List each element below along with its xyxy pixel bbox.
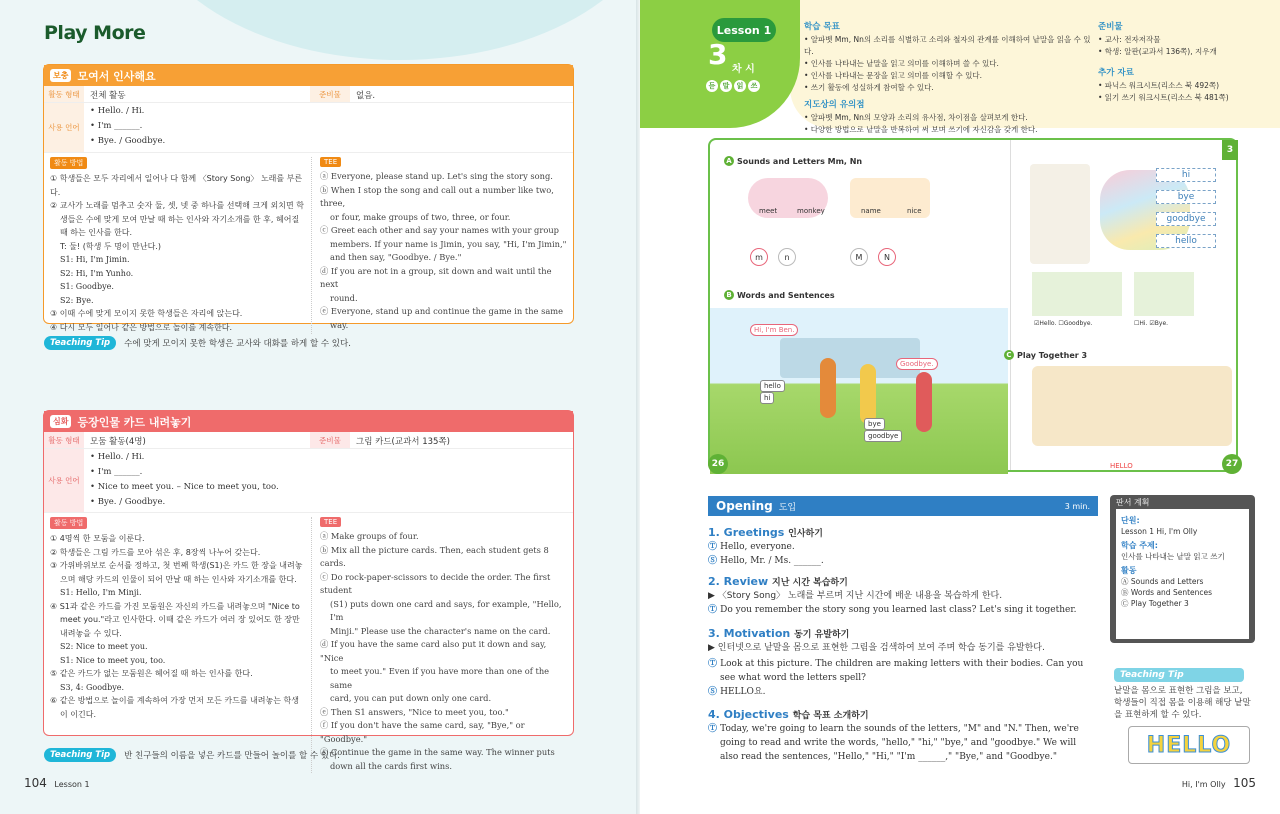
method-line: ③ 이때 수에 맞게 모이지 못한 학생들은 자리에 앉는다. [50, 309, 243, 318]
step-title: 4. Objectives [708, 708, 789, 721]
extra-item: • 읽기 쓰기 워크시트(리소스 북 481쪽) [1098, 93, 1229, 102]
word-card: hi [760, 392, 774, 404]
period-label: 차 시 [732, 64, 755, 75]
method-line: S2: Bye. [60, 295, 94, 305]
teaching-tip-text: 낱말을 몸으로 표현한 그림을 보고, 학생들이 직접 몸을 이용해 해당 낱말을 표현하게 할 수 있다. [1114, 686, 1251, 720]
section-c-marker: C [1004, 350, 1014, 360]
opening-duration: 3 min. [1064, 501, 1090, 511]
goal-item: • 인사를 나타내는 문장을 읽고 의미를 이해할 수 있다. [804, 71, 983, 80]
note-item: • 다양한 방법으로 낱말을 반복하여 써 보며 쓰기에 자신감을 갖게 한다. [804, 125, 1038, 134]
language-label: 사용 언어 [44, 449, 84, 512]
child-figure [860, 364, 876, 424]
tee-line: Minji." Please use the character's name on the card. [330, 625, 551, 636]
step-korean: 학습 목표 소개하기 [792, 711, 869, 721]
step-korean: 지난 시간 복습하기 [772, 578, 848, 588]
matching-pictures [1030, 164, 1090, 264]
skill-write-icon: 쓰 [748, 80, 760, 92]
tee-line: ⓑ Mix all the picture cards. Then, each student gets 8 cards. [320, 544, 549, 568]
child-figure [820, 358, 836, 418]
decorative-arc [140, 0, 660, 60]
board-activity: Ⓒ Play Together 3 [1121, 599, 1189, 608]
section-b-title: Words and Sentences [737, 290, 835, 300]
word-card: bye [864, 418, 885, 430]
method-line: ① 4명씩 한 모둠을 이룬다. [50, 534, 145, 543]
prep-label: 준비물 [310, 86, 350, 102]
check-options-1: ☑Hello. ☐Goodbye. [1034, 320, 1093, 327]
activity-row [44, 432, 573, 449]
check-picture-2 [1134, 272, 1194, 316]
note-item: • 알파벳 Mm, Nn의 모양과 소리의 유사점, 차이점을 살펴보게 한다. [804, 113, 1028, 122]
tee-line: way. [330, 319, 349, 330]
page-label: Lesson 1 [54, 780, 90, 789]
method-line: S1: Goodbye. [60, 282, 114, 291]
board-plan [1110, 495, 1255, 643]
step-motivation [708, 627, 849, 640]
greeting-line [708, 540, 1098, 554]
prep-item: • 교사: 전자저작물 [1098, 35, 1161, 44]
tee-line: ⓓ If you have the same card also put it down and say, "Nice [320, 639, 547, 663]
teacher-icon: Ⓣ [708, 605, 721, 615]
activity-label: 활동 형태 [44, 432, 84, 448]
tee-line: and then say, "Goodbye. / Bye." [330, 252, 462, 262]
teaching-tip-text: 반 친구들의 이름을 넣은 카드를 만들어 놀이를 할 수 있다. [124, 751, 340, 761]
tee-line: ⓒ Greet each other and say your names with your group [320, 225, 559, 235]
board-unit: Lesson 1 Hi, I'm Olly [1121, 527, 1198, 536]
check-bye: Bye. [1154, 320, 1169, 327]
page-number: 105 [1233, 776, 1256, 790]
match-word-hi: hi [1156, 168, 1216, 182]
language-item: • Bye. / Goodbye. [90, 136, 166, 146]
extra-title: 추가 자료 [1098, 68, 1134, 78]
word-card: goodbye [864, 430, 902, 442]
motivation-answer [708, 685, 1098, 699]
method-line: ④ S1과 같은 카드를 가진 모둠원은 자신의 카드를 내려놓으며 "Nice to [50, 601, 300, 611]
tee-line: ⓓ If you are not in a group, sit down and wait until the next [320, 265, 552, 289]
tee-line: or four, make groups of two, three, or four. [330, 211, 511, 222]
objectives-line [708, 722, 1098, 736]
check-goodbye: Goodbye. [1063, 320, 1093, 327]
word-card: hello [760, 380, 785, 392]
method-line: 생들은 수에 맞게 모여 만날 때 하는 인사와 자기소개를 한 후, 헤어질 [60, 214, 300, 224]
period-number: 3 [708, 38, 728, 71]
opening-bar [708, 496, 1098, 516]
line-text: Hello, Mr. / Ms. ______. [720, 556, 824, 566]
method-line: ⑥ 같은 방법으로 놀이를 계속하여 가장 먼저 모든 카드를 내려놓는 학생 [50, 696, 299, 705]
section-c-heading [1004, 350, 1087, 360]
board-game-illustration [1032, 366, 1232, 446]
prep-materials [1098, 20, 1268, 104]
method-line: S1: Nice to meet you, too. [60, 655, 166, 665]
motivation-instruction: ▶ 인터넷으로 낱말을 몸으로 표현한 그림을 검색하여 보여 주며 학습 동기를 유발한다. [708, 643, 1045, 653]
skill-read-icon: 읽 [734, 80, 746, 92]
greeting-line [708, 554, 1098, 568]
page-title: Play More [44, 22, 146, 44]
notes-title: 지도상의 유의점 [804, 100, 865, 110]
activity-label: 활동 형태 [44, 86, 84, 102]
language-list [84, 103, 171, 152]
match-word-goodbye: goodbye [1156, 212, 1216, 226]
step-review [708, 575, 848, 588]
word-nice: nice [907, 207, 922, 215]
method-line: 때 하는 인사를 한다. [60, 228, 132, 237]
board-activity: Ⓐ Sounds and Letters [1121, 577, 1204, 586]
word-meet: meet [759, 207, 778, 215]
method-line: S1: Hi, I'm Jimin. [60, 255, 130, 264]
step-korean: 동기 유발하기 [794, 630, 850, 640]
letter-circle-m: m [750, 248, 768, 266]
tee-line: ⓑ When I stop the song and call out a number like two, three, [320, 184, 554, 208]
card-header [44, 411, 573, 432]
prep-label: 준비물 [310, 432, 350, 448]
book-corner-number: 3 [1222, 140, 1238, 160]
card-badge: 심화 [50, 415, 71, 428]
card-title: 등장인물 카드 내려놓기 [77, 415, 192, 429]
skill-icons [706, 80, 760, 92]
line-text: Do you remember the story song you learned last class? Let's sing it together. [720, 605, 1077, 615]
card-header [44, 65, 573, 86]
tee-line: ⓖ Continue the game in the same way. The winner puts [320, 747, 555, 757]
board-unit-label: 단원: [1121, 516, 1140, 525]
method-line: 내려놓을 수 있다. [60, 628, 122, 638]
language-item: • I'm ______. [90, 121, 143, 131]
board-activity: Ⓑ Words and Sentences [1121, 588, 1213, 597]
book-page-right-number: 27 [1222, 454, 1242, 474]
method-label: 활동 방법 [50, 157, 87, 169]
method-line: ④ 다시 모두 일어나 같은 방법으로 놀이를 계속한다. [50, 322, 233, 332]
tee-line: ⓐ Everyone, please stand up. Let's sing the story song. [320, 171, 553, 181]
teaching-tip-text: 수에 맞게 모이지 못한 학생은 교사와 대화를 하게 할 수 있다. [124, 339, 351, 349]
section-b-marker: B [724, 290, 734, 300]
motivation-line: see what word the letters spell? [720, 673, 866, 683]
method-line: T: 둘! (학생 두 명이 만난다.) [60, 241, 161, 251]
hello-body-letters-image [1128, 726, 1250, 764]
motivation-line [708, 657, 1098, 671]
section-a-title: Sounds and Letters Mm, Nn [737, 156, 863, 166]
review-line [708, 603, 1098, 617]
teaching-tip-badge: Teaching Tip [44, 748, 116, 762]
activity-value: 전체 활동 [90, 91, 126, 101]
method-columns [44, 153, 573, 338]
opening-korean: 도입 [778, 502, 797, 513]
line-text: Look at this picture. The children are making letters with their bodies. Can you [720, 659, 1084, 669]
teacher-icon: Ⓣ [708, 724, 721, 734]
board-activity-label: 활동 [1121, 566, 1137, 575]
method-line: S2: Nice to meet you. [60, 642, 148, 651]
teaching-tip [44, 336, 351, 350]
method-columns [44, 513, 573, 777]
line-text: Today, we're going to learn the sounds of the letters, "M" and "N." Then, we're [720, 724, 1079, 734]
book-page-left-number: 26 [708, 454, 728, 474]
step-greetings [708, 526, 823, 539]
tee-line: down all the cards first wins. [330, 760, 452, 771]
check-picture-1 [1032, 272, 1122, 316]
method-tee [312, 517, 567, 773]
goal-item: • 인사를 나타내는 낱말을 읽고 의미를 이해하며 쓸 수 있다. [804, 59, 999, 68]
method-korean [50, 517, 312, 773]
tee-line: ⓒ Do rock-paper-scissors to decide the order. The first student [320, 571, 551, 595]
method-line: S3, 4: Goodbye. [60, 682, 125, 692]
speech-bubble: Hi, I'm Ben. [750, 324, 798, 336]
teaching-tip-badge: Teaching Tip [44, 336, 116, 350]
left-page [0, 0, 638, 814]
page-footer [24, 776, 90, 790]
speech-bubble: Goodbye. [896, 358, 938, 370]
tee-line: (S1) puts down one card and says, for example, "Hello, I'm [330, 598, 562, 622]
word-name: name [861, 207, 881, 215]
goals-title: 학습 목표 [804, 22, 840, 32]
prep-item: • 학생: 알판(교과서 136쪽), 지우개 [1098, 47, 1217, 56]
right-page [640, 0, 1280, 814]
method-line: ⑤ 같은 카드가 없는 모둠원은 헤어질 때 하는 인사를 한다. [50, 669, 253, 678]
teacher-icon: Ⓣ [708, 542, 721, 552]
tee-line: ⓔ Everyone, stand up and continue the game in the same [320, 306, 564, 316]
language-item: • Nice to meet you. – Nice to meet you, too. [90, 482, 279, 492]
quiz-word: HELLO [1110, 462, 1133, 470]
line-text: HELLO요. [720, 687, 766, 697]
tee-line: members. If your name is Jimin, you say, "Hi, I'm Jimin," [330, 238, 567, 249]
method-tee [312, 157, 567, 334]
extra-item: • 파닉스 워크시트(리소스 북 492쪽) [1098, 81, 1220, 90]
method-line: 이 이긴다. [60, 709, 96, 719]
teaching-tip-badge: Teaching Tip [1114, 668, 1244, 682]
tee-line: ⓔ Then S1 answers, "Nice to meet you, too." [320, 706, 509, 717]
tee-label: TEE [320, 157, 341, 167]
method-line: S1: Hello, I'm Minji. [60, 588, 142, 597]
tee-line: to meet you." Even if you have more than one of the same [330, 666, 550, 690]
language-list [84, 449, 285, 512]
method-line: ② 학생들은 그림 카드를 모아 섞은 후, 8장씩 나누어 갖는다. [50, 547, 261, 557]
tee-line: card, you can put down only one card. [330, 693, 492, 703]
method-korean [50, 157, 312, 334]
step-title: 2. Review [708, 575, 769, 588]
spread-divider [1010, 140, 1011, 470]
card-title: 모여서 인사해요 [77, 69, 156, 83]
prep-title: 준비물 [1098, 22, 1123, 32]
textbook-spread [708, 138, 1238, 472]
language-item: • Bye. / Goodbye. [90, 497, 166, 507]
activity-card-supplement [43, 64, 574, 332]
tee-line: ⓕ If you don't have the same card, say, "Bye," or "Goodbye." [320, 720, 525, 744]
tee-label: TEE [320, 517, 341, 527]
child-figure [916, 372, 932, 432]
objectives-line: going to read and write the words, "hello," "hi," "bye," and "goodbye." We will [720, 738, 1077, 748]
goal-item: • 알파벳 Mm, Nn의 소리를 식별하고 소리와 철자의 관계를 이해하여 낱말을 읽을 수 있다. [804, 35, 1091, 56]
check-hello: Hello. [1039, 320, 1057, 327]
learning-goals [804, 20, 1094, 136]
review-instruction: ▶ 〈Story Song〉 노래를 부르며 지난 시간에 배운 내용을 복습하게 한다. [708, 591, 1003, 601]
language-row [44, 103, 573, 153]
skill-listen-icon: 듣 [706, 80, 718, 92]
page-footer [1182, 776, 1256, 790]
language-item: • Hello. / Hi. [90, 452, 145, 462]
match-word-bye: bye [1156, 190, 1216, 204]
skill-speak-icon: 말 [720, 80, 732, 92]
method-line: ① 학생들은 모두 자리에서 일어나 다 함께 〈Story Song〉 노래를 부른다. [50, 174, 303, 197]
lesson-badge: Lesson 1 [712, 18, 776, 42]
objectives-line: also read the sentences, "Hello," "Hi," "I'm ______," "Bye," and "Goodbye." [720, 752, 1057, 762]
board-theme: 인사를 나타내는 낱말 읽고 쓰기 [1121, 552, 1225, 561]
page-number: 104 [24, 776, 47, 790]
board-plan-content [1116, 509, 1249, 639]
section-b-heading [724, 290, 835, 300]
match-word-hello: hello [1156, 234, 1216, 248]
language-label: 사용 언어 [44, 103, 84, 152]
section-a-marker: A [724, 156, 734, 166]
check-hi: Hi. [1139, 320, 1148, 327]
teacher-icon: Ⓣ [708, 659, 721, 669]
board-plan-title: 판서 계획 [1116, 498, 1150, 507]
method-line: 으며 해당 카드의 인물이 되어 만날 때 하는 인사와 자기소개를 한다. [60, 574, 297, 584]
step-title: 1. Greetings [708, 526, 785, 539]
line-text: Hello, everyone. [720, 542, 795, 552]
tee-line: ⓐ Make groups of four. [320, 531, 419, 541]
board-theme-label: 학습 주제: [1121, 541, 1158, 550]
word-monkey: monkey [797, 207, 825, 215]
tee-line: round. [330, 292, 358, 303]
language-row [44, 449, 573, 513]
teaching-tip-right [1114, 668, 1256, 721]
language-item: • Hello. / Hi. [90, 106, 145, 116]
letter-circle-n: n [778, 248, 796, 266]
prep-value: 그림 카드(교과서 135쪽) [356, 437, 450, 447]
step-objectives [708, 708, 869, 721]
card-badge: 보충 [50, 69, 71, 82]
method-line: meet you."라고 인사한다. 이때 같은 카드가 여러 장 있어도 한 장만 [60, 615, 300, 624]
student-icon: Ⓢ [708, 556, 721, 566]
step-korean: 인사하기 [788, 529, 823, 539]
opening-title: Opening [716, 499, 773, 513]
check-options-2: ☐Hi. ☑Bye. [1134, 320, 1169, 327]
page-label: Hi, I'm Olly [1181, 780, 1226, 789]
letter-circle-M: M [850, 248, 868, 266]
step-title: 3. Motivation [708, 627, 791, 640]
section-a-heading [724, 156, 862, 166]
method-line: S2: Hi, I'm Yunho. [60, 268, 134, 278]
teaching-tip [44, 748, 340, 762]
section-c-title: Play Together 3 [1017, 350, 1088, 360]
method-line: ② 교사가 노래를 멈추고 숫자 둘, 셋, 넷 중 하나를 선택해 크게 외치면 학 [50, 201, 304, 210]
activity-row [44, 86, 573, 103]
method-label: 활동 방법 [50, 517, 87, 529]
student-icon: Ⓢ [708, 687, 721, 697]
prep-value: 없음. [356, 91, 376, 101]
goal-item: • 쓰기 활동에 성실하게 참여할 수 있다. [804, 83, 934, 92]
method-line: ③ 가위바위보로 순서를 정하고, 첫 번째 학생(S1)은 카드 한 장을 내려놓 [50, 561, 303, 570]
activity-value: 모둠 활동(4명) [90, 437, 146, 447]
letter-circle-N: N [878, 248, 896, 266]
language-item: • I'm ______. [90, 467, 143, 477]
hello-image-text: HELLO [1146, 732, 1232, 758]
